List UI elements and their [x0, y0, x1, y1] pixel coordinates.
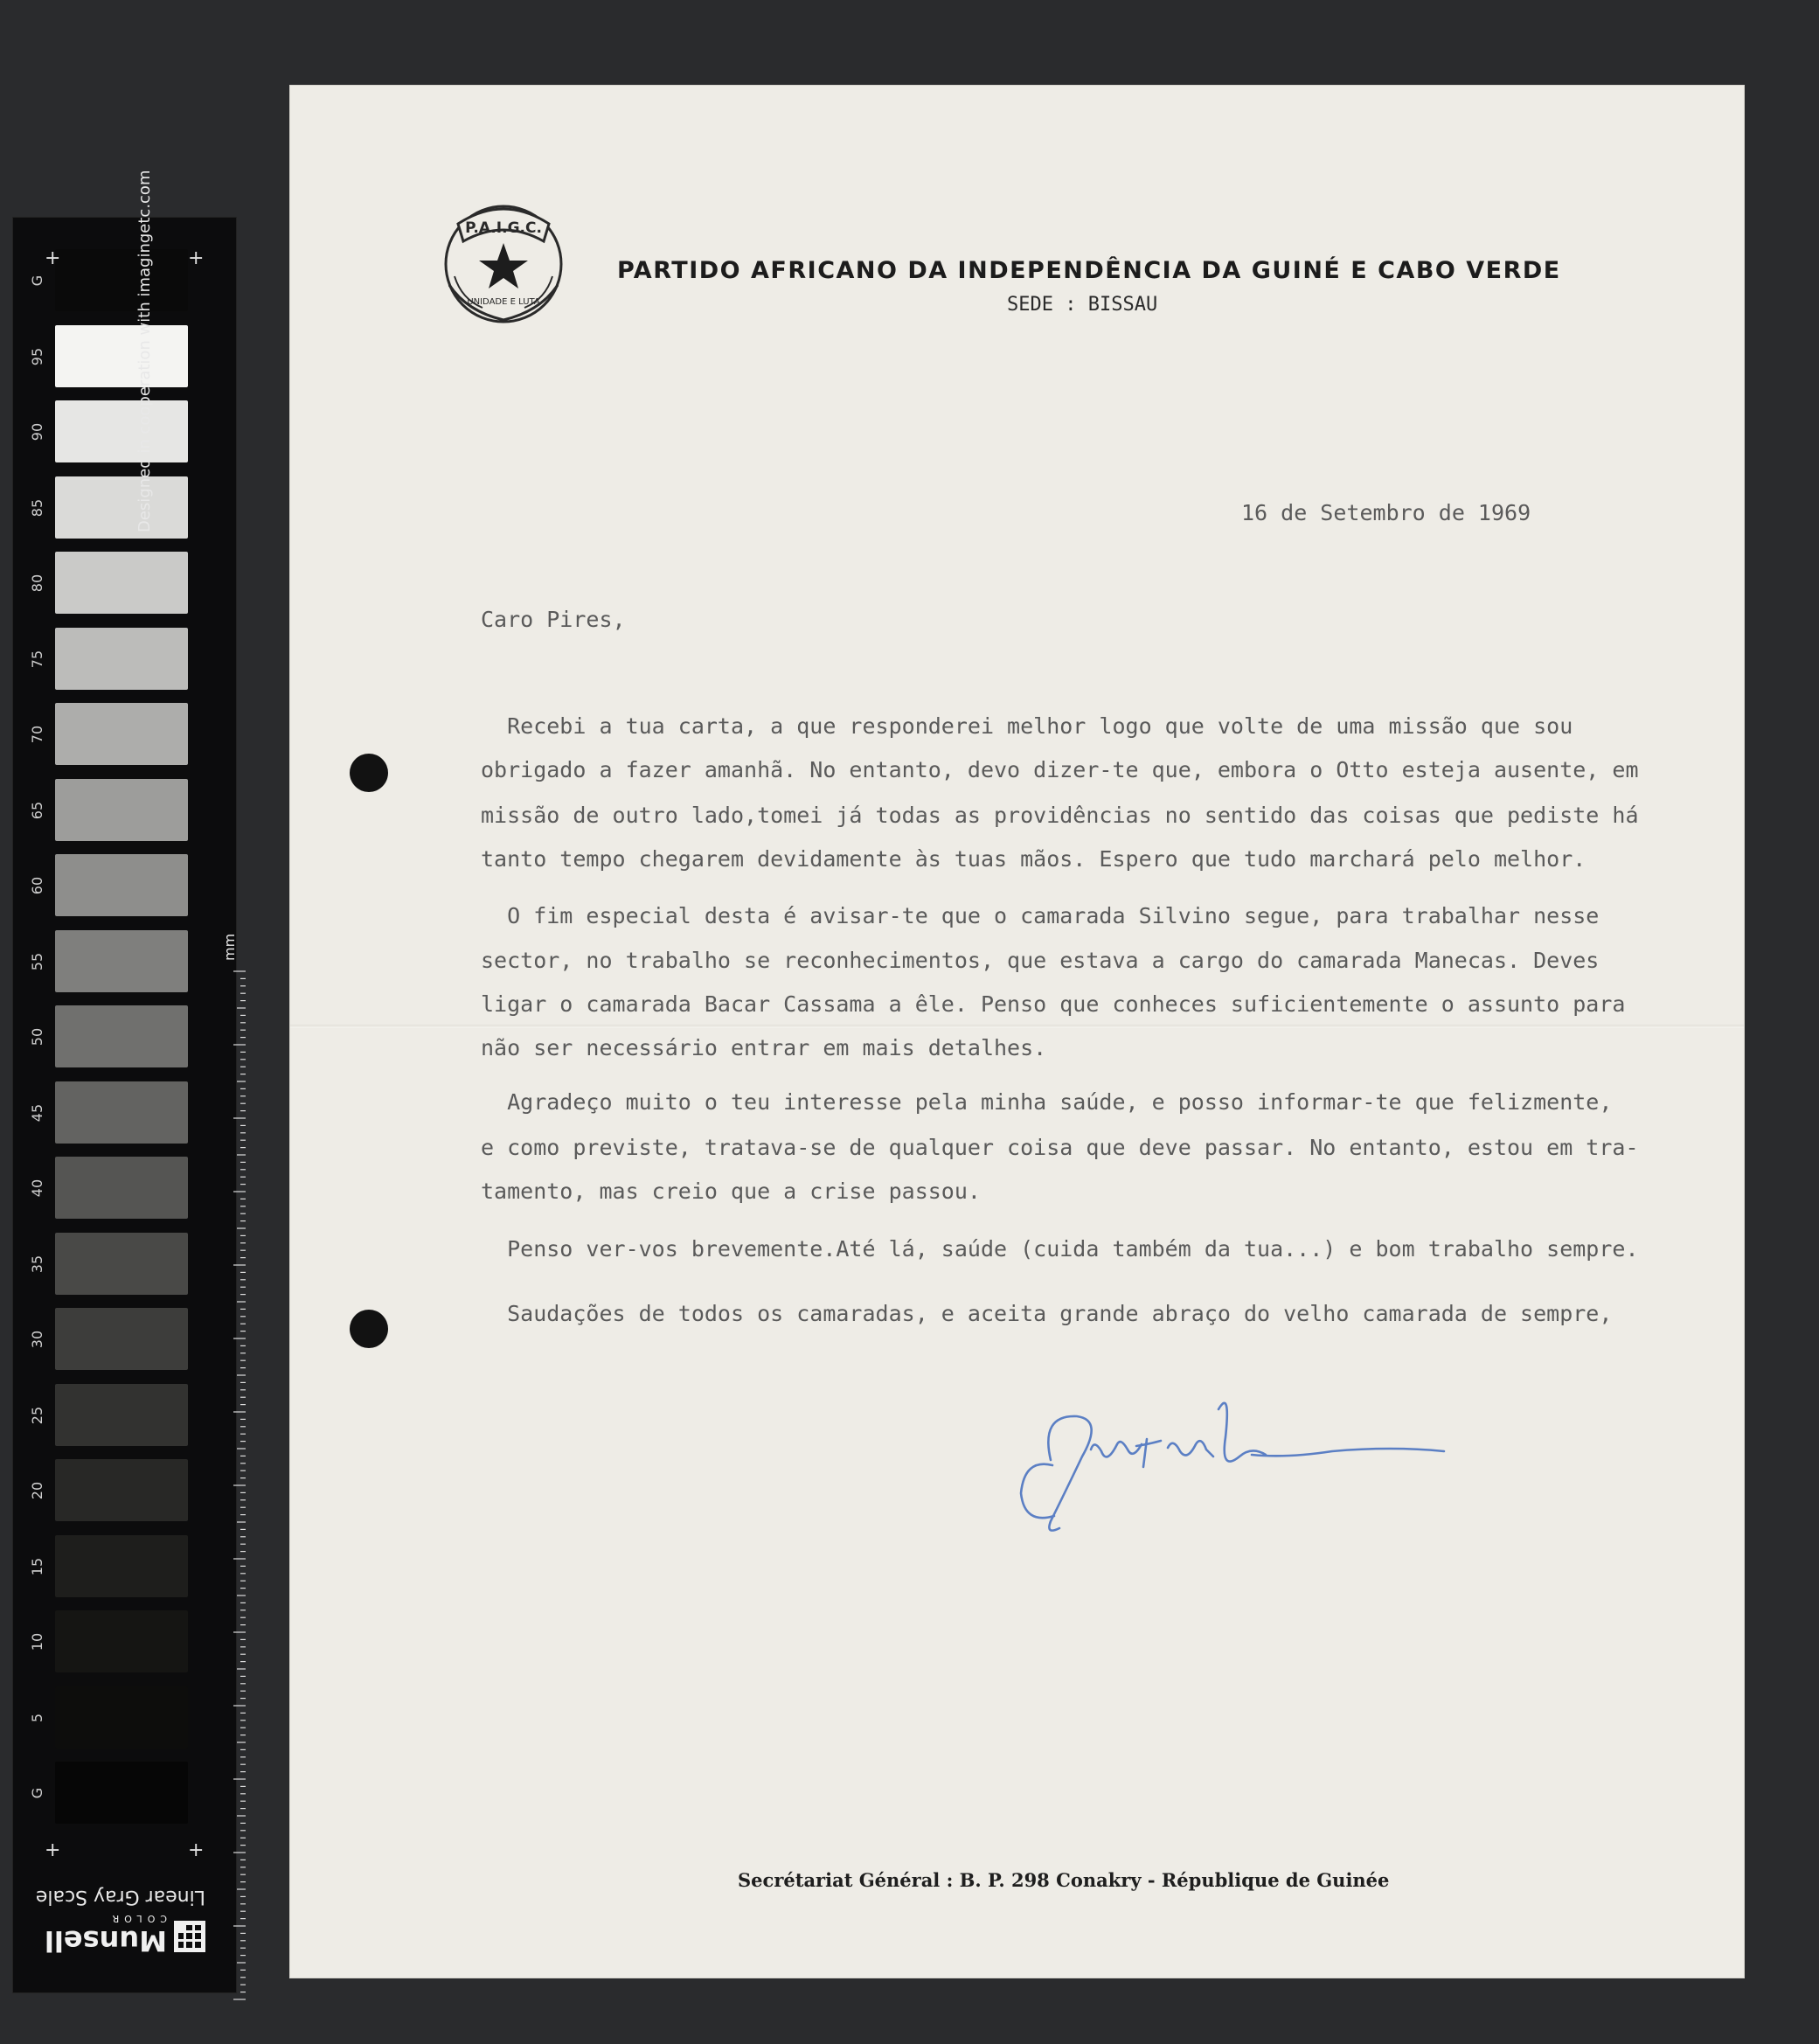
gray-scale-number: 85	[29, 498, 45, 517]
letter-line: Penso ver-vos brevemente.Até lá, saúde (cuida também da tua...) e bom trabalho sempre.	[481, 1236, 1639, 1262]
letter-line: O fim especial desta é avisar-te que o camarada Silvino segue, para trabalhar nesse	[481, 903, 1600, 928]
salutation: Caro Pires,	[481, 607, 626, 632]
letter-line: ligar o camarada Bacar Cassama a êle. Penso que conheces suficientemente o assunto para	[481, 991, 1626, 1017]
gray-scale-card	[12, 170, 238, 1993]
gray-patch	[55, 400, 188, 462]
letter-line: Saudações de todos os camaradas, e aceita grande abraço do velho camarada de sempre,	[481, 1301, 1613, 1326]
party-name-heading: PARTIDO AFRICANO DA INDEPENDÊNCIA DA GUINÉ E CABO VERDE	[617, 257, 1561, 284]
letter-date: 16 de Setembro de 1969	[1241, 500, 1531, 525]
gray-patch	[55, 325, 188, 387]
gray-patch	[55, 1762, 188, 1824]
munsell-brand	[44, 1913, 205, 1957]
munsell-word: Munsell	[44, 1924, 167, 1957]
paigc-emblem-icon	[432, 189, 575, 332]
gray-patch	[55, 249, 188, 311]
gray-patch	[55, 552, 188, 614]
letter-line: e como previste, tratava-se de qualquer coisa que deve passar. No entanto, estou em tra-	[481, 1135, 1639, 1160]
letter-line: obrigado a fazer amanhã. No entanto, devo dizer-te que, embora o Otto esteja ausente, em	[481, 757, 1639, 782]
emblem-bottom-text: UNIDADE E LUTA	[467, 297, 540, 307]
gray-scale-number: 15	[29, 1557, 45, 1575]
gray-patch	[55, 703, 188, 765]
gray-scale-number: 50	[29, 1027, 45, 1046]
scale-name-label: Linear Gray Scale	[35, 1886, 205, 1908]
gray-scale-number: 90	[29, 422, 45, 441]
gray-scale-number: 35	[29, 1255, 45, 1273]
gray-patch	[55, 930, 188, 992]
letter-line: Agradeço muito o teu interesse pela minha saúde, e posso informar-te que felizmente,	[481, 1089, 1613, 1115]
gray-patch	[55, 779, 188, 841]
letter-line: sector, no trabalho se reconhecimentos, que estava a cargo do camarada Manecas. Deves	[481, 948, 1600, 973]
letter-line: tamento, mas creio que a crise passou.	[481, 1178, 981, 1204]
gray-scale-number: 10	[29, 1632, 45, 1651]
gray-scale-number: 45	[29, 1103, 45, 1122]
gray-scale-number: 5	[29, 1713, 45, 1722]
gray-scale-number: 95	[29, 347, 45, 365]
gray-patch	[55, 1157, 188, 1219]
gray-patch	[55, 1308, 188, 1370]
seat-line: SEDE : BISSAU	[1007, 294, 1158, 316]
gray-scale-number: 40	[29, 1178, 45, 1198]
letter-line: não ser necessário entrar em mais detalhes.	[481, 1035, 1047, 1060]
letter-line: tanto tempo chegarem devidamente às tuas mãos. Espero que tudo marchará pelo melhor.	[481, 846, 1586, 872]
letter-page	[290, 86, 1744, 1978]
gray-scale-number: 55	[29, 952, 45, 970]
handwritten-signature	[989, 1353, 1479, 1554]
footer-address: Secrétariat Général : B. P. 298 Conakry - République de Guinée	[738, 1869, 1390, 1891]
fold-line	[290, 1025, 1744, 1028]
munsell-color-word: COLOR	[107, 1913, 167, 1924]
gray-scale-number: 60	[29, 876, 45, 895]
gray-patch	[55, 1686, 188, 1749]
gray-patch	[55, 1081, 188, 1144]
gray-patch	[55, 1535, 188, 1597]
letter-line: missão de outro lado,tomei já todas as providências no sentido das coisas que pediste há	[481, 803, 1639, 828]
emblem-top-text: P.A.I.G.C.	[465, 219, 542, 237]
scale-credit-text: Designed in cooperation with imagingetc.com	[135, 170, 154, 532]
plus-mark: +	[45, 1839, 61, 1861]
punch-hole	[350, 1310, 388, 1348]
gray-scale-number: 80	[29, 574, 45, 593]
gray-patch	[55, 476, 188, 539]
gray-patch	[55, 1233, 188, 1295]
gray-scale-number: 70	[29, 725, 45, 744]
letter-line: Recebi a tua carta, a que responderei melhor logo que volte de uma missão que sou	[481, 713, 1573, 739]
gray-scale-number: 30	[29, 1330, 45, 1349]
gray-scale-number: G	[29, 275, 45, 287]
gray-patch	[55, 1005, 188, 1067]
punch-hole	[350, 754, 388, 792]
gray-scale-number: 65	[29, 801, 45, 819]
plus-mark: +	[188, 1839, 205, 1861]
gray-scale-number: G	[29, 1787, 45, 1799]
gray-scale-number: 20	[29, 1481, 45, 1500]
scale-unit-label: mm	[221, 933, 238, 961]
gray-patch	[55, 1459, 188, 1521]
mm-ruler	[233, 970, 246, 2010]
gray-patch	[55, 1610, 188, 1672]
plus-mark: +	[188, 247, 205, 269]
gray-scale-number: 25	[29, 1406, 45, 1424]
munsell-grid-icon	[174, 1921, 205, 1952]
plus-mark: +	[45, 247, 61, 269]
gray-patch	[55, 1384, 188, 1446]
gray-patch	[55, 628, 188, 690]
gray-scale-number: 75	[29, 650, 45, 668]
gray-patch	[55, 854, 188, 916]
